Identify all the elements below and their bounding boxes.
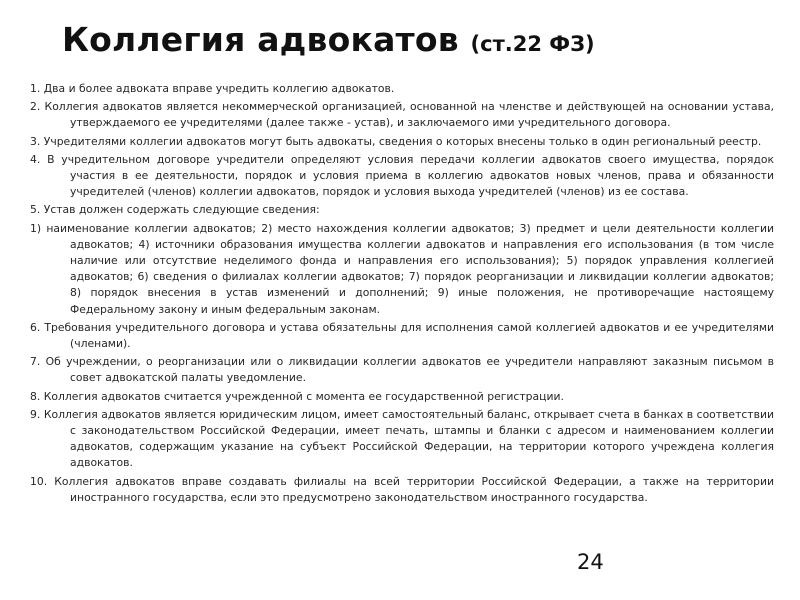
paragraph-9: 9. Коллегия адвокатов является юридическим лицом, имеет самостоятельный баланс, открывает счета в банках в соответствии с законодательством Российской Федерации, имеет печать, штампы и бланки с адресом и наименованием коллегии адвокатов, содержащим указание на субъект Российской Федерации, на территории которого учреждена коллегия адвокатов.: [30, 407, 774, 470]
slide-title: [62, 20, 595, 59]
title-text: Коллегия адвокатов: [62, 20, 459, 59]
paragraph-2: 2. Коллегия адвокатов является некоммерческой организацией, основанной на членстве и действующей на основании устава, утверждаемого ее учредителями (далее также - устав), и заключаемого ими учредительного договора.: [30, 100, 774, 130]
title-law-reference: (ст.22 ФЗ): [470, 32, 595, 56]
paragraph-1: 1. Два и более адвоката вправе учредить коллегию адвокатов.: [30, 82, 395, 95]
paragraph-5: 5. Устав должен содержать следующие сведения:: [30, 203, 320, 217]
paragraph-5-items: 1) наименование коллегии адвокатов; 2) место нахождения коллегии адвокатов; 3) предмет и цели деятельности коллегии адвокатов; 4) источники образования имущества коллегии адвокатов и направления его использования (в том числе наличие или отсутствие неделимого фонда и направления его использования); 5) порядок управления коллегией адвокатов; 6) сведения о филиалах коллегии адвокатов; 7) порядок реорганизации и ликвидации коллегии адвокатов; 8) порядок внесения в устав изменений и дополнений; 9) иные положения, не противоречащие настоящему Федеральному закону и иным федеральным законам.: [30, 221, 774, 316]
paragraph-7: 7. Об учреждении, о реорганизации или о ликвидации коллегии адвокатов ее учредители направляют заказным письмом в совет адвокатской палаты уведомление.: [30, 355, 774, 385]
paragraph-10: 10. Коллегия адвокатов вправе создавать филиалы на всей территории Российской Федерации, а также на территории иностранного государства, если это предусмотрено законодательством иностранного государства.: [30, 474, 774, 504]
page-number: 24: [577, 550, 604, 574]
paragraph-4: 4. В учредительном договоре учредители определяют условия передачи коллегии адвокатов своего имущества, порядок участия в ее деятельности, порядок и условия приема в коллегию адвокатов новых членов, права и обязанности учредителей (членов) коллегии адвокатов, порядок и условия выхода учредителей (членов) из ее состава.: [30, 152, 774, 199]
paragraph-6: 6. Требования учредительного договора и устава обязательны для исполнения самой коллегией адвокатов и ее учредителями (членами).: [30, 320, 774, 351]
paragraph-3: 3. Учредителями коллегии адвокатов могут быть адвокаты, сведения о которых внесены только в один региональный реестр.: [30, 134, 762, 148]
paragraph-8: 8. Коллегия адвокатов считается учрежденной с момента ее государственной регистрации.: [30, 389, 564, 403]
slide-body: [30, 81, 774, 508]
